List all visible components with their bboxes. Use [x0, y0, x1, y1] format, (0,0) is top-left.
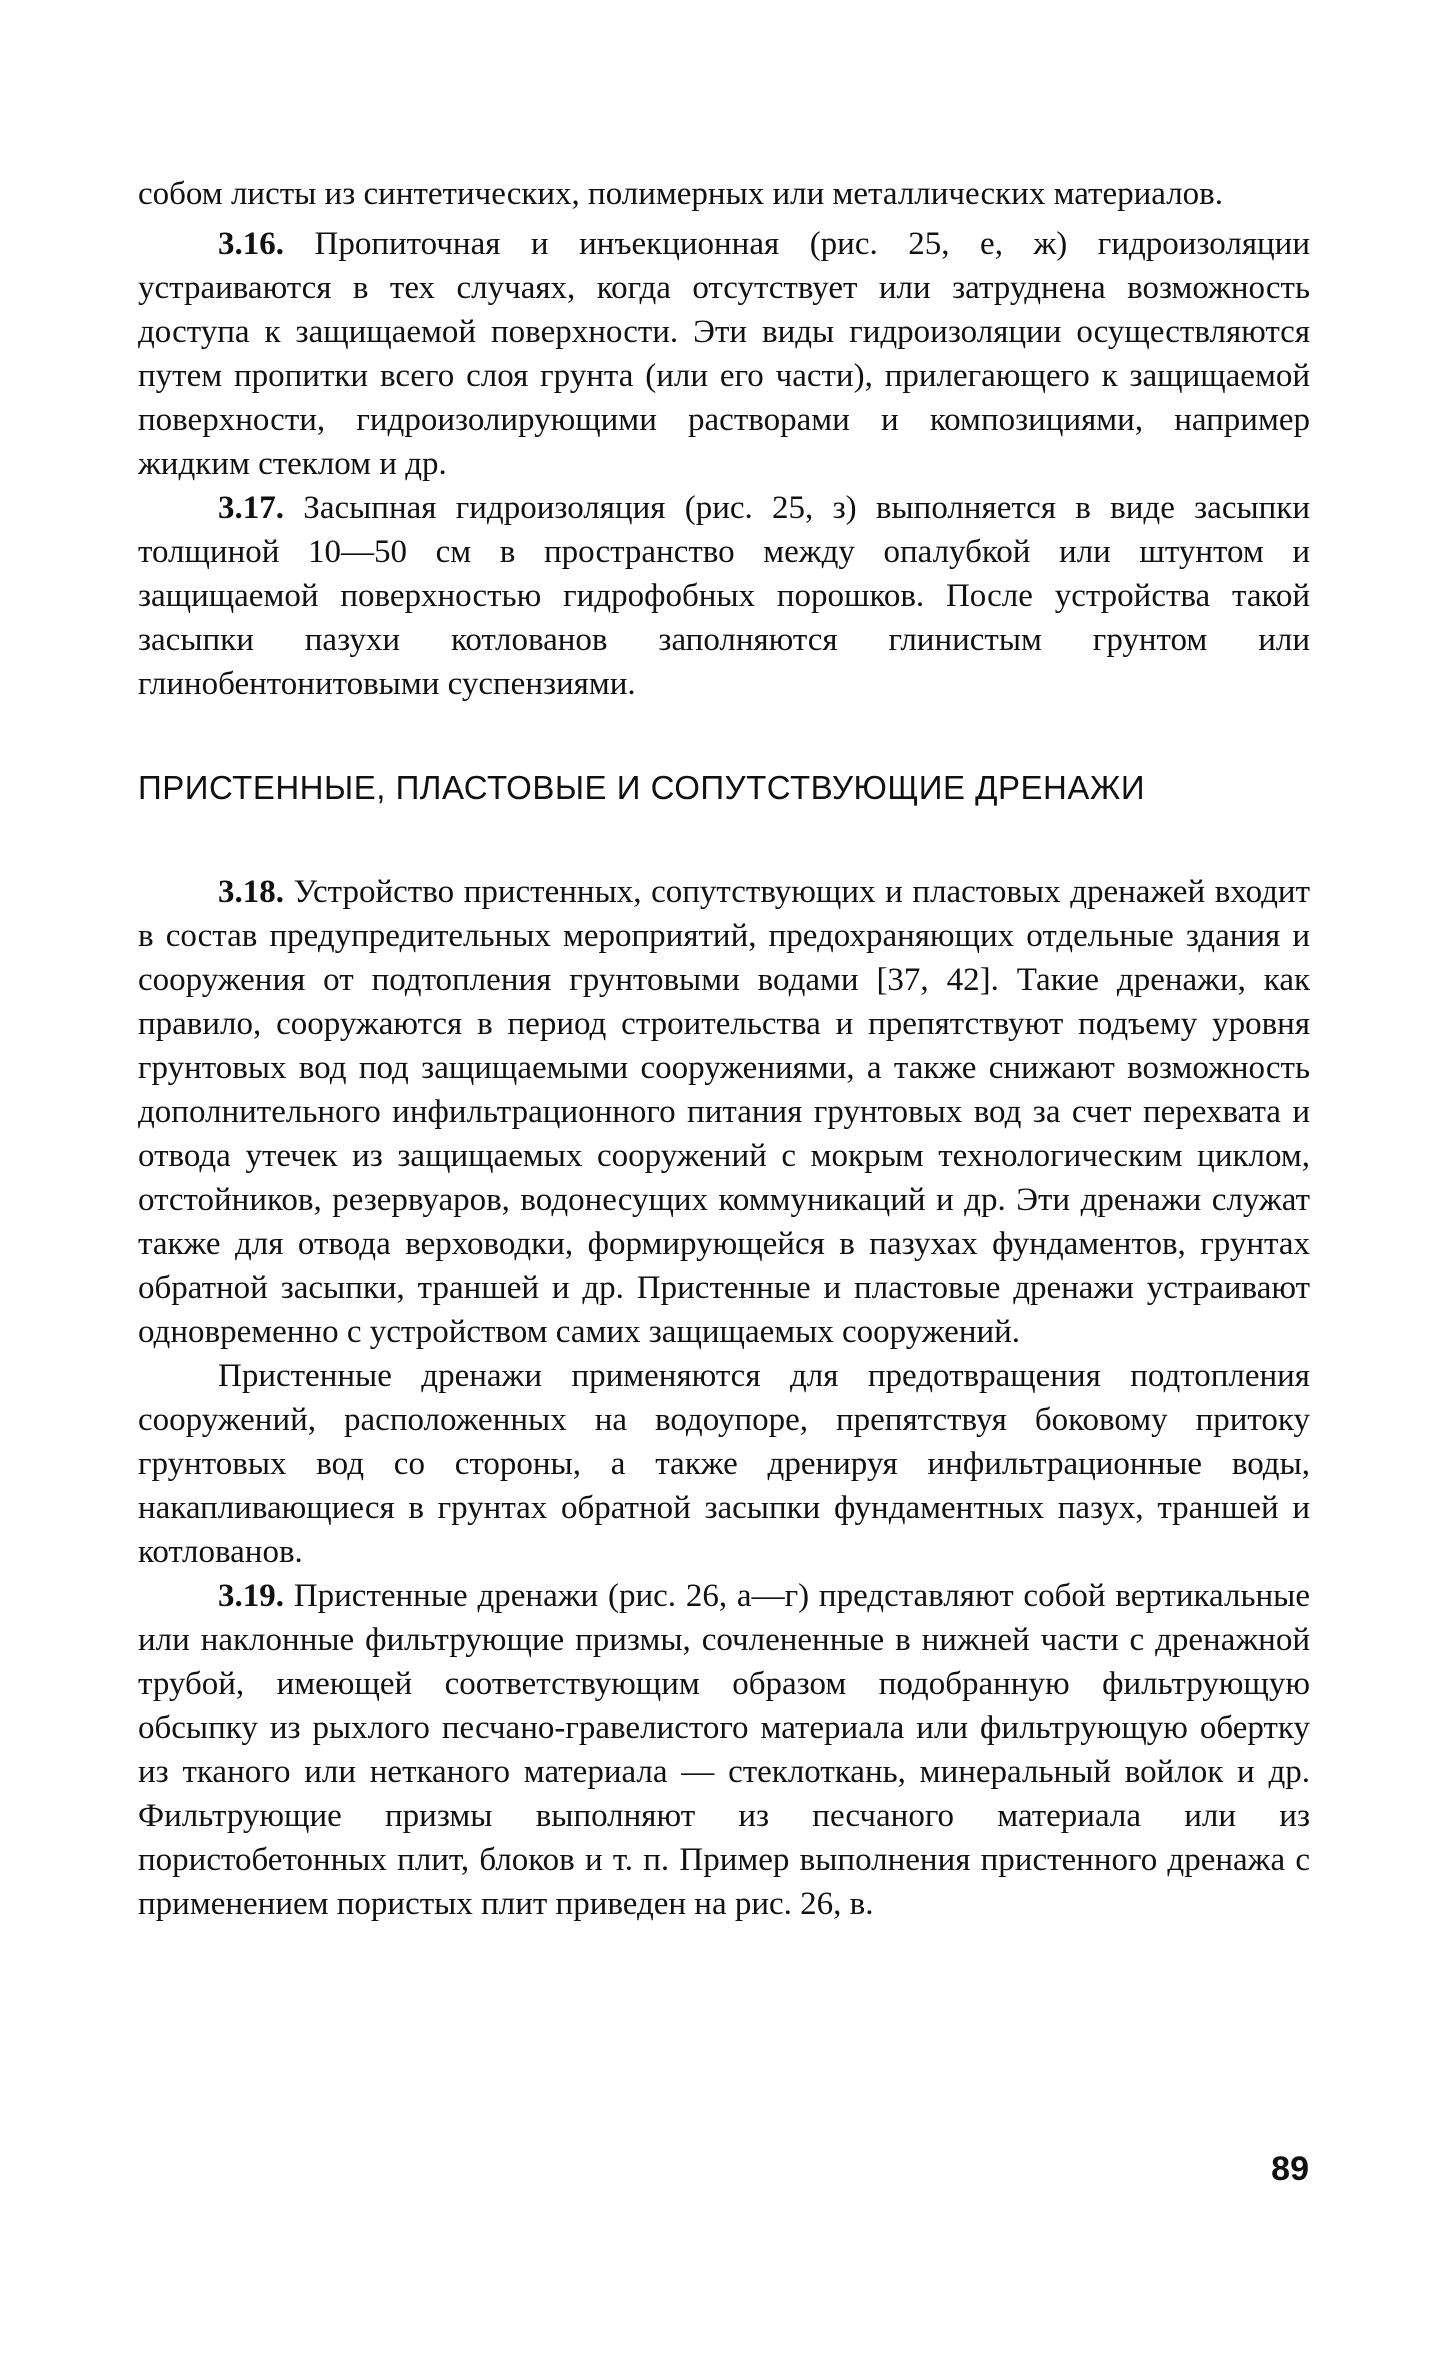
paragraph-3-19 [138, 1574, 1310, 1926]
paragraph-text: Пристенные дренажи (рис. 26, а—г) представляют собой вертикальные или наклонные фильтрующие призмы, сочлененные в нижней части с дренажной трубой, имеющей соответствующим образом подобранную фильтрующую обсыпку из рыхлого песчано-гравелистого материала или фильтрующую обертку из тканого или нетканого материала — стеклоткань, минеральный войлок и др. Фильтрующие призмы выполняют из песчаного материала или из пористобетонных плит, блоков и т. п. Пример выполнения пристенного дренажа с применением пористых плит приведен на рис. 26, в. [138, 1578, 1310, 1922]
document-page [138, 172, 1310, 1926]
paragraph-3-17 [138, 486, 1310, 706]
paragraph-number: 3.19. [218, 1578, 284, 1614]
paragraph-text: Устройство пристенных, сопутствующих и пластовых дренажей входит в состав предупредительных мероприятий, предохраняющих отдельные здания и сооружения от подтопления грунтовыми водами [37, 42]. Такие дренажи, как правило, сооружаются в период строительства и препятствуют подъему уровня грунтовых вод под защищаемыми сооружениями, а также снижают возможность дополнительного инфильтрационного питания грунтовых вод за счет перехвата и отвода утечек из защищаемых сооружений с мокрым технологическим циклом, отстойников, резервуаров, водонесущих коммуникаций и др. Эти дренажи служат также для отвода верховодки, формирующейся в пазухах фундаментов, грунтах обратной засыпки, траншей и др. Пристенные и пластовые дренажи устраивают одновременно с устройством самих защищаемых сооружений. [138, 874, 1310, 1350]
paragraph-number: 3.18. [218, 874, 284, 910]
paragraph-3-16 [138, 222, 1310, 486]
paragraph-3-18 [138, 870, 1310, 1354]
paragraph-3-18-continued: Пристенные дренажи применяются для предотвращения подтопления сооружений, расположенных на водоупоре, препятствуя боковому притоку грунтовых вод со стороны, а также дренируя инфильтрационные воды, накапливающиеся в грунтах обратной засыпки фундаментных пазух, траншей и котлованов. [138, 1358, 1310, 1570]
paragraph-text: Пропиточная и инъекционная (рис. 25, е, ж) гидроизоляции устраиваются в тех случаях, когда отсутствует или затруднена возможность доступа к защищаемой поверхности. Эти виды гидроизоляции осуществляются путем пропитки всего слоя грунта (или его части), прилегающего к защищаемой поверхности, гидроизолирующими растворами и композициями, например жидким стеклом и др. [138, 226, 1310, 482]
section-heading: ПРИСТЕННЫЕ, ПЛАСТОВЫЕ И СОПУТСТВУЮЩИЕ ДРЕНАЖИ [138, 769, 1146, 806]
paragraph-continuation: собом листы из синтетических, полимерных или металлических материалов. [138, 176, 1223, 212]
paragraph-text: Засыпная гидроизоляция (рис. 25, з) выполняется в виде засыпки толщиной 10—50 см в пространство между опалубкой или штунтом и защищаемой поверхностью гидрофобных порошков. После устройства такой засыпки пазухи котлованов заполняются глинистым грунтом или глинобентонитовыми суспензиями. [138, 490, 1310, 702]
paragraph-number: 3.16. [218, 226, 284, 262]
paragraph-number: 3.17. [218, 490, 284, 526]
page-number: 89 [1271, 2150, 1309, 2188]
